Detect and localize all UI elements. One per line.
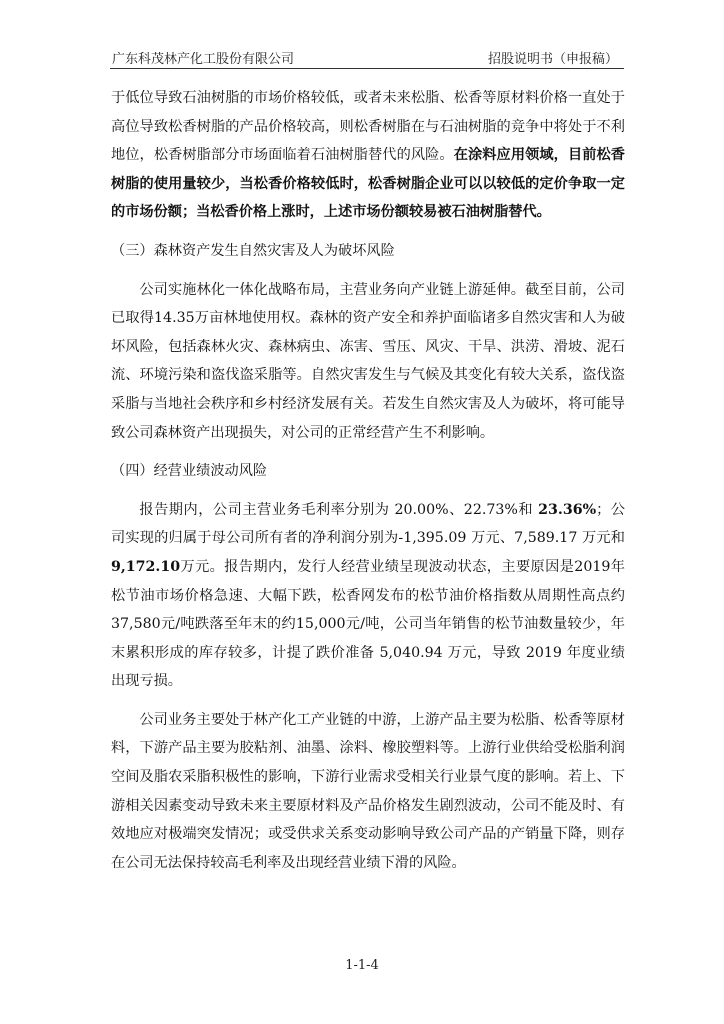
company-name: 广东科茂林产化工股份有限公司: [112, 52, 295, 67]
document-title: 招股说明书（申报稿）: [487, 52, 618, 67]
paragraph-3-text-a: 报告期内，公司主营业务毛利率分别为 20.00%、22.73%和: [139, 501, 539, 518]
document-body: [111, 84, 625, 877]
paragraph-3-text-e: 万元。报告期内，发行人经营业绩呈现波动状态，主要原因是2019年松节油市场价格急速、大幅下跌，松香网发布的松节油价格指数从周期性高点约37,580元/吨跌落至年末的约15,000元/吨，公司当年销售的松节油数量较少，年末累积形成的库存较多，计提了跌价准备 5,040.94 万元，导致 2019 年度业绩出现亏损。: [111, 558, 625, 690]
paragraph-1: [111, 84, 625, 227]
section-heading-4: （四）经营业绩波动风险: [111, 463, 268, 480]
paragraph-3: [111, 496, 625, 696]
paragraph-2: 公司实施林化一体化战略布局，主营业务向产业链上游延伸。截至目前，公司已取得14.35万亩林地使用权。森林的资产安全和养护面临诸多自然灾害和人为破坏风险，包括森林火灾、森林病虫、冻害、雪压、风灾、干旱、洪涝、滑坡、泥石流、环境污染和盗伐盗采脂等。自然灾害发生与气候及其变化有较大关系，盗伐盗采脂与当地社会秩序和乡村经济发展有关。若发生自然灾害及人为破坏，将可能导致公司森林资产出现损失，对公司的正常经营产生不利影响。: [111, 281, 625, 441]
section-heading-3: （三）森林资产发生自然灾害及人为破坏风险: [111, 242, 395, 259]
paragraph-3-text-c: ；公司实现的归属于母公司所有者的净利润分别为-1,395.09 万元、7,589.17 万元和: [111, 501, 625, 547]
paragraph-1-bold-text: 在涂料应用领域，目前松香树脂的使用量较少，当松香价格较低时，松香树脂企业可以以较低的定价争取一定的市场份额；当松香价格上涨时，上述市场份额较易被石油树脂替代。: [111, 147, 625, 221]
paragraph-1-text: 于低位导致石油树脂的市场价格较低，或者未来松脂、松香等原材料价格一直处于高位导致松香树脂的产品价格较高，则松香树脂在与石油树脂的竞争中将处于不利地位，松香树脂部分市场面临着石油树脂替代的风险。: [111, 90, 625, 164]
gross-margin-latest: 23.36%: [538, 501, 597, 518]
page-number: 1-1-4: [345, 958, 379, 973]
page-header: [110, 46, 624, 66]
header-divider: [110, 68, 624, 69]
net-profit-latest: 9,172.10: [111, 558, 181, 575]
paragraph-4: 公司业务主要处于林产化工产业链的中游，上游产品主要为松脂、松香等原材料，下游产品主要为胶粘剂、油墨、涂料、橡胶塑料等。上游行业供给受松脂利润空间及脂农采脂积极性的影响，下游行业需求受相关行业景气度的影响。若上、下游相关因素变动导致未来主要原材料及产品价格发生剧烈波动，公司不能及时、有效地应对极端突发情况；或受供求关系变动影响导致公司产品的产销量下降，则存在公司无法保持较高毛利率及出现经营业绩下滑的风险。: [111, 711, 625, 871]
